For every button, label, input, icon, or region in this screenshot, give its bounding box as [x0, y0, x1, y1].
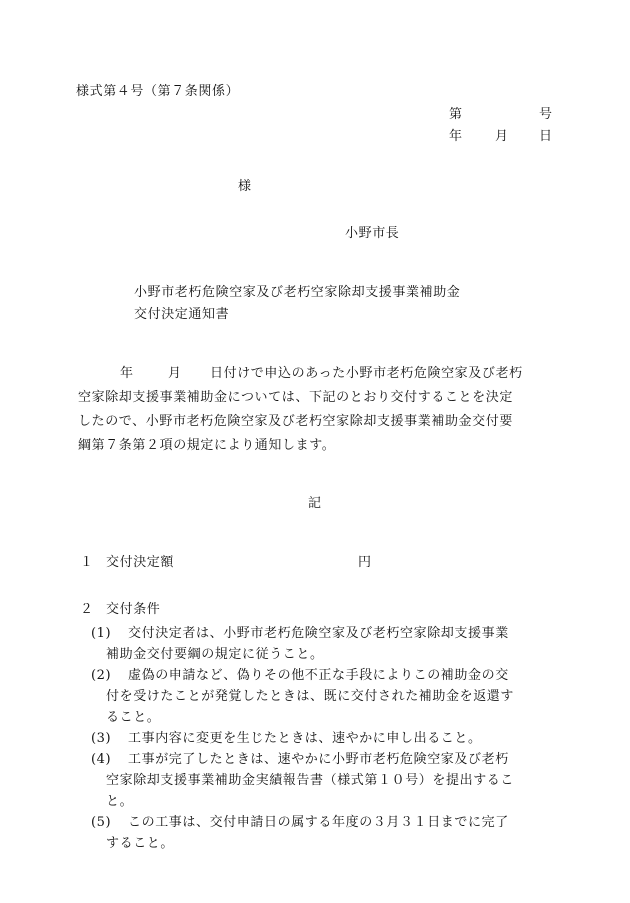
- condition-4-line-3: と。: [106, 794, 134, 809]
- condition-5-line-2: すること。: [106, 836, 175, 851]
- body-year: 年: [120, 366, 134, 381]
- condition-3-number: (3): [91, 731, 112, 746]
- condition-1-line-2: 補助金交付要綱の規定に従うこと。: [106, 647, 324, 662]
- condition-4-line-1: 工事が完了したときは、速やかに小野市老朽危険空家及び老朽: [128, 752, 509, 767]
- condition-2-number: (2): [91, 668, 112, 683]
- condition-1-number: (1): [91, 626, 112, 641]
- sender-name: 小野市長: [345, 226, 400, 241]
- date-year: 年: [449, 129, 463, 144]
- date-day: 日: [539, 129, 553, 144]
- condition-4-line-2: 空家除却支援事業補助金実績報告書（様式第１０号）を提出するこ: [106, 773, 515, 788]
- addressee-honorific: 様: [238, 179, 252, 194]
- section1-number: １: [80, 555, 94, 570]
- condition-2-line-1: 虚偽の申請など、偽りその他不正な手段によりこの補助金の交: [128, 668, 509, 683]
- body-line-4: 綱第７条第２項の規定により通知します。: [78, 438, 336, 453]
- date-month: 月: [495, 129, 509, 144]
- body-line-2: 空家除却支援事業補助金については、下記のとおり交付することを決定: [78, 390, 513, 405]
- condition-3-line-1: 工事内容に変更を生じたときは、速やかに申し出ること。: [128, 731, 482, 746]
- condition-5-number: (5): [91, 815, 112, 830]
- section1-unit: 円: [358, 555, 372, 570]
- number-prefix: 第: [449, 107, 463, 122]
- body-line-3: したので、小野市老朽危険空家及び老朽空家除却支援事業補助金交付要: [78, 414, 513, 429]
- ki-heading: 記: [308, 496, 322, 511]
- body-month: 月: [168, 366, 182, 381]
- number-suffix: 号: [539, 107, 553, 122]
- title-line-1: 小野市老朽危険空家及び老朽空家除却支援事業補助金: [134, 285, 461, 300]
- condition-2-line-2: 付を受けたことが発覚したときは、既に交付された補助金を返還す: [106, 689, 515, 704]
- section1-label: 交付決定額: [106, 555, 175, 570]
- title-line-2: 交付決定通知書: [134, 307, 230, 322]
- condition-4-number: (4): [91, 752, 112, 767]
- condition-1-line-1: 交付決定者は、小野市老朽危険空家及び老朽空家除却支援事業: [128, 626, 509, 641]
- condition-5-line-1: この工事は、交付申請日の属する年度の３月３１日までに完了: [128, 815, 509, 830]
- condition-2-line-3: ること。: [106, 710, 161, 725]
- form-label: 様式第４号（第７条関係）: [76, 84, 240, 99]
- section2-number: ２: [80, 602, 94, 617]
- body-line-1: 日付けで申込のあった小野市老朽危険空家及び老朽: [210, 366, 523, 381]
- section2-label: 交付条件: [106, 602, 161, 617]
